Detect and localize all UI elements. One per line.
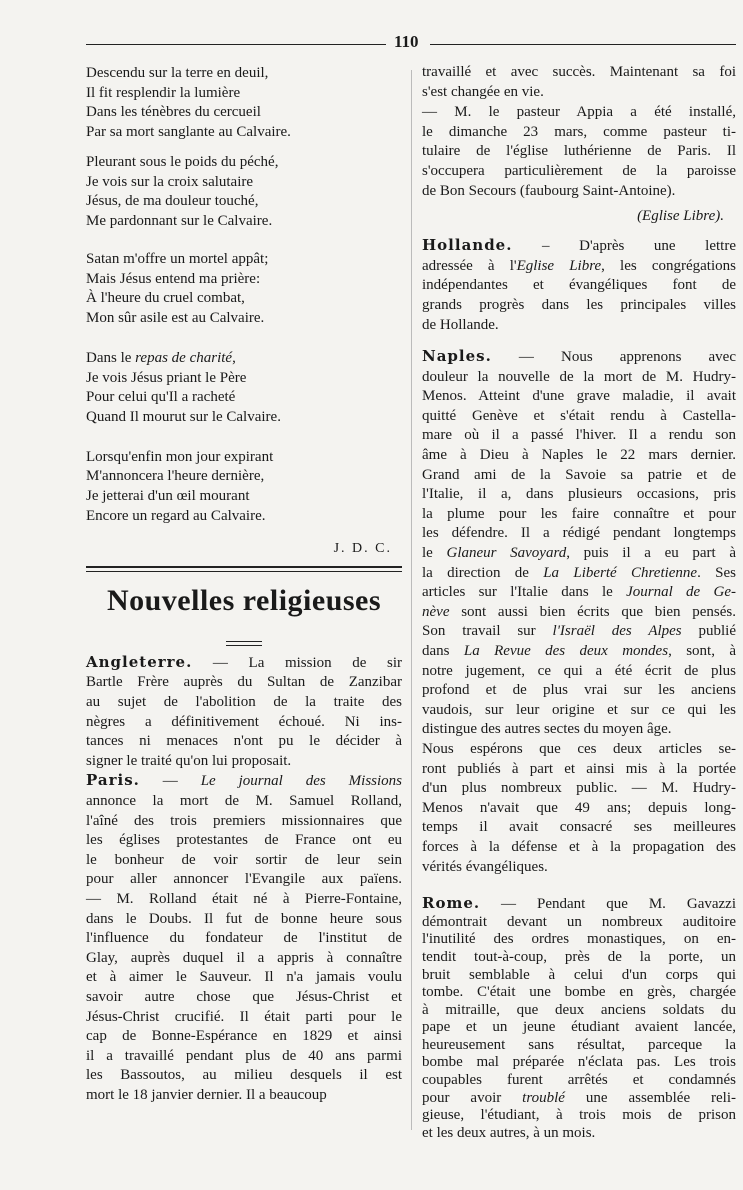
- text-run: , sont, à: [668, 643, 736, 660]
- text-run: le dimanche 23 mars, comme pasteur ti-: [422, 123, 736, 140]
- text-line: [422, 407, 736, 427]
- text-line: [86, 1066, 402, 1086]
- article-appia: [422, 103, 736, 201]
- text-line: [422, 583, 736, 603]
- text-run: les défendre. Il a rédigé pendant longtemps: [422, 525, 736, 542]
- text-run: et les deux autres, à un mois.: [422, 1124, 596, 1141]
- text-line: [422, 622, 736, 642]
- text-line: [422, 142, 736, 162]
- text-line: [422, 662, 736, 682]
- source-citation: (Eglise Libre).: [637, 208, 724, 225]
- text-line: [86, 173, 402, 193]
- section-rule-thin: [86, 571, 402, 572]
- text-run: Glay, auprès duquel il a appris à connaître: [86, 949, 402, 966]
- text-run: — Pendant que M. Gavazzi: [480, 896, 736, 913]
- text-line: [86, 192, 402, 212]
- text-line: [422, 818, 736, 838]
- text-run: Lorsqu'enfin mon jour expirant: [86, 448, 274, 465]
- text-run: s'occupera particulièrement de la paroisse: [422, 162, 736, 179]
- text-run: vérités évangéliques.: [422, 858, 548, 875]
- text-line: [422, 505, 736, 525]
- text-line: [86, 1008, 402, 1028]
- text-run: Mais Jésus entend ma prière:: [86, 270, 261, 287]
- text-run: sont aussi bien écrits que bien pensés.: [449, 603, 736, 620]
- text-run: pape et un jeune étudiant avaient lancée,: [422, 1019, 736, 1036]
- text-run: tulaire de l'église luthérienne de Paris. Il: [422, 143, 736, 160]
- article-rome: [422, 895, 736, 1142]
- text-line: [86, 653, 402, 674]
- text-line: [422, 1107, 736, 1125]
- text-run: signer le traité qu'on lui proposait.: [86, 752, 292, 769]
- text-run: — M. le pasteur Appia a été installé,: [422, 104, 736, 121]
- text-line: [86, 309, 402, 329]
- text-line: [86, 487, 402, 507]
- text-line: [422, 838, 736, 858]
- text-line: [86, 752, 402, 772]
- text-line: [86, 831, 402, 851]
- text-run: tances ni menaces n'ont pu le décider à: [86, 733, 402, 750]
- text-line: [422, 426, 736, 446]
- text-line: [86, 929, 402, 949]
- text-line: [422, 257, 736, 277]
- text-run: à mitraille, que deux anciens soldats du: [422, 1001, 736, 1018]
- text-line: [422, 368, 736, 388]
- text-run: Dans les ténèbres du cercueil: [86, 104, 261, 121]
- italic-run: Journal de Ge-: [626, 584, 736, 601]
- text-run: la direction de: [422, 564, 544, 581]
- text-run: au sujet de l'abolition de la traite des: [86, 694, 402, 711]
- text-run: la plume pour les faire connaître et pour: [422, 505, 736, 522]
- text-line: [86, 693, 402, 713]
- text-run: travaillé et avec succès. Maintenant sa foi: [422, 64, 736, 80]
- text-run: le: [422, 545, 447, 562]
- italic-run: Eglise Libre: [516, 257, 602, 274]
- text-run: démontrait devant un nombreux auditoire: [422, 913, 736, 930]
- text-run: une assemblée reli-: [564, 1089, 736, 1106]
- text-line: [422, 1002, 736, 1020]
- text-run: âme à Dieu à Naples le 22 mars dernier.: [422, 447, 736, 464]
- text-line: [422, 387, 736, 407]
- section-title: Nouvelles religieuses: [106, 584, 382, 618]
- text-run: . Ses: [697, 564, 737, 581]
- text-run: Encore un regard au Calvaire.: [86, 507, 266, 524]
- text-run: Il fit resplendir la lumière: [86, 84, 241, 101]
- text-line: [86, 732, 402, 752]
- text-run: de Bon Secours (faubourg Saint-Antoine).: [422, 182, 676, 199]
- text-run: —: [139, 773, 201, 790]
- text-run: l'inutilité des ordres monastiques, on en-: [422, 931, 736, 948]
- text-run: les Bassoutos, au milieu desquels il est: [86, 1067, 402, 1084]
- text-line: [422, 1125, 736, 1143]
- text-run: Grand ami de la Savoie sa patrie et de: [422, 466, 736, 483]
- text-line: [422, 720, 736, 740]
- poem-stanza: [86, 153, 402, 231]
- text-run: grands progrès dans les principales villes: [422, 296, 736, 313]
- text-run: profond et de plus vrai sur les anciens: [422, 682, 736, 699]
- text-run: quitté Genève et s'était rendu à Castella-: [422, 407, 736, 424]
- text-line: [86, 270, 402, 290]
- text-run: pour aller annoncer l'Evangile aux païens.: [86, 871, 402, 888]
- text-run: Dans le: [86, 349, 136, 366]
- italic-run: Le journal des Missions: [200, 773, 402, 790]
- text-run: — M. Rolland était né à Pierre-Fontaine,: [86, 890, 402, 907]
- article-heading: Paris.: [86, 771, 140, 790]
- text-run: dans: [422, 643, 464, 660]
- text-run: , puis il a eu part à: [566, 545, 737, 562]
- article-angleterre: [86, 653, 402, 772]
- text-run: coupables furent arrêtés et condamnés: [422, 1072, 736, 1089]
- text-run: les églises protestantes de France ont eu: [86, 832, 402, 849]
- text-line: [422, 236, 736, 257]
- text-run: Jésus-Christ crucifié. Il était parti pour le: [86, 1008, 402, 1025]
- text-line: [422, 701, 736, 721]
- text-line: [86, 84, 402, 104]
- text-run: Je vois Jésus priant le Père: [86, 369, 247, 386]
- text-line: [86, 153, 402, 173]
- text-line: [422, 984, 736, 1002]
- section-rule: [86, 566, 402, 568]
- text-line: [422, 799, 736, 819]
- text-run: Menos n'avait que 49 ans; depuis long-: [422, 799, 736, 816]
- italic-run: repas de charité: [135, 349, 233, 366]
- text-run: le bonheur de voir sortir de leur sein: [86, 851, 402, 868]
- text-line: [422, 681, 736, 701]
- text-line: [86, 851, 402, 871]
- text-run: temps il avait consacré ses meilleures: [422, 819, 736, 836]
- text-run: gieuse, l'étudiant, à trois mois de prison: [422, 1107, 736, 1124]
- text-line: [422, 1054, 736, 1072]
- text-run: À l'heure du cruel combat,: [86, 290, 245, 307]
- italic-run: l'Israël des Alpes: [552, 623, 682, 640]
- text-run: mare où il a passé l'hiver. Il a rendu son: [422, 427, 736, 444]
- article-paris: [86, 771, 402, 1105]
- text-run: articles sur l'Italie dans le: [422, 584, 627, 601]
- text-line: [86, 870, 402, 890]
- text-run: Descendu sur la terre en deuil,: [86, 65, 269, 81]
- text-run: tendit tout-à-coup, près de la porte, un: [422, 948, 736, 965]
- text-line: [422, 544, 736, 564]
- poem-stanza: [86, 448, 402, 526]
- poem-stanza: [86, 64, 402, 142]
- text-line: [422, 83, 736, 103]
- text-run: Quand Il mourut sur le Calvaire.: [86, 408, 281, 425]
- text-line: [422, 779, 736, 799]
- article-heading: Angleterre.: [86, 652, 193, 671]
- text-run: il a travaillé pendant plus de 40 ans parmi: [86, 1047, 402, 1064]
- text-run: publié: [681, 623, 736, 640]
- text-run: indépendantes et évangéliques font de: [422, 277, 736, 294]
- text-run: cap de Bonne-Espérance en 1829 et ainsi: [86, 1028, 402, 1045]
- text-line: [422, 103, 736, 123]
- text-run: bombe mal préparée n'éclata pas. Les trois: [422, 1054, 736, 1071]
- text-line: [422, 182, 736, 202]
- italic-run: La Revue des deux mondes: [463, 643, 669, 660]
- text-line: [86, 123, 402, 143]
- text-run: Mon sûr asile est au Calvaire.: [86, 309, 265, 326]
- text-run: mort le 18 janvier dernier. Il a beaucoup: [86, 1086, 327, 1103]
- text-line: [422, 347, 736, 368]
- text-line: [86, 968, 402, 988]
- text-line: [86, 771, 402, 792]
- text-run: tombe. C'était une bombe en grès, chargée: [422, 984, 736, 1001]
- text-run: douleur la nouvelle de la mort de M. Hudry-: [422, 368, 736, 385]
- article-hollande: [422, 236, 736, 335]
- text-run: de Hollande.: [422, 316, 499, 333]
- text-line: [86, 1027, 402, 1047]
- column-divider: [411, 70, 412, 1130]
- text-run: l'influence du fondateur de l'institut de: [86, 930, 402, 947]
- article-heading: Hollande.: [422, 236, 513, 255]
- text-line: [422, 524, 736, 544]
- right-column: [422, 63, 736, 1142]
- text-line: [422, 949, 736, 967]
- italic-run: nève: [422, 603, 450, 620]
- text-run: Menos. Atteint d'une grave maladie, il avait: [422, 388, 736, 405]
- text-run: Je jetterai d'un œil mourant: [86, 488, 250, 505]
- text-line: [422, 485, 736, 505]
- text-run: dans le Doubs. Il fut de bonne heure sous: [86, 910, 402, 927]
- text-line: [86, 949, 402, 969]
- text-line: [422, 1019, 736, 1037]
- text-run: d'un plus nombreux public. — M. Hudry-: [422, 780, 736, 797]
- text-run: adressée à l': [422, 257, 517, 274]
- text-run: Son travail sur: [422, 623, 553, 640]
- page-number: 110: [394, 32, 419, 51]
- italic-run: La Liberté Chretienne: [543, 564, 698, 581]
- text-line: [422, 1072, 736, 1090]
- text-line: [86, 289, 402, 309]
- text-line: [86, 408, 402, 428]
- text-run: ,: [232, 349, 236, 366]
- text-line: [422, 1037, 736, 1055]
- text-line: [422, 740, 736, 760]
- text-run: M'annoncera l'heure dernière,: [86, 468, 265, 485]
- text-line: [422, 931, 736, 949]
- text-line: [86, 713, 402, 733]
- text-run: s'est changée en vie.: [422, 83, 544, 100]
- text-run: l'Italie, il a, dans plusieurs occasions, pris: [422, 486, 736, 503]
- text-run: pour avoir: [422, 1089, 523, 1106]
- text-run: Pleurant sous le poids du péché,: [86, 153, 279, 170]
- text-run: savoir autre chose que Jésus-Christ et: [86, 988, 402, 1005]
- text-run: Je vois sur la croix salutaire: [86, 173, 254, 190]
- ornament-line: [226, 645, 262, 646]
- text-line: [422, 760, 736, 780]
- text-run: forces à la défense et à la propagation des: [422, 838, 736, 855]
- text-run: Par sa mort sanglante au Calvaire.: [86, 123, 291, 140]
- article-heading: Rome.: [422, 894, 481, 913]
- text-run: – D'après une lettre: [512, 238, 736, 255]
- text-line: [422, 967, 736, 985]
- text-line: [86, 910, 402, 930]
- text-line: [422, 63, 736, 83]
- text-run: , les congrégations: [601, 257, 736, 274]
- text-line: [86, 890, 402, 910]
- article-naples: [422, 347, 736, 740]
- text-run: — Nous apprenons avec: [491, 349, 736, 366]
- text-line: [422, 276, 736, 296]
- text-line: [86, 349, 402, 369]
- text-line: [86, 507, 402, 527]
- header-rule-left: [86, 44, 386, 45]
- left-column: [86, 64, 402, 1106]
- text-run: annonce la mort de M. Samuel Rolland,: [86, 793, 402, 809]
- text-line: [86, 103, 402, 123]
- text-run: Jésus, de ma douleur touché,: [86, 193, 259, 210]
- text-line: [86, 792, 402, 812]
- text-run: Nous espérons que ces deux articles se-: [422, 740, 736, 757]
- text-run: heureusement sans résultat, parceque la: [422, 1036, 736, 1053]
- title-ornament: [86, 641, 402, 646]
- text-run: l'aîné des trois premiers missionnaires que: [86, 812, 402, 829]
- text-line: [422, 162, 736, 182]
- poem-stanza: [86, 250, 402, 328]
- text-run: Bartle Frère auprès du Sultan de Zanzibar: [86, 674, 402, 691]
- text-line: [422, 123, 736, 143]
- header-rule-right: [430, 44, 736, 45]
- text-line: [86, 673, 402, 693]
- text-line: [86, 250, 402, 270]
- italic-run: troublé: [522, 1089, 565, 1106]
- text-line: [86, 388, 402, 408]
- text-line: [86, 1086, 402, 1106]
- text-line: [422, 1090, 736, 1108]
- poem-stanza: [86, 349, 402, 427]
- text-line: [86, 448, 402, 468]
- text-line: [422, 642, 736, 662]
- text-run: notre jugement, ce qui a été écrit de plus: [422, 662, 736, 679]
- text-line: [422, 564, 736, 584]
- text-run: Me pardonnant sur le Calvaire.: [86, 212, 273, 229]
- text-line: [86, 64, 402, 84]
- text-run: distingue des autres sectes du moyen âge.: [422, 721, 672, 738]
- text-line: [422, 603, 736, 623]
- text-run: bruit semblable à celui d'un corps qui: [422, 966, 736, 983]
- poem-signature: J. D. C.: [333, 540, 392, 556]
- article-naples-continued: [422, 740, 736, 877]
- text-line: [422, 446, 736, 466]
- text-line: [86, 212, 402, 232]
- text-line: [86, 369, 402, 389]
- article-heading: Naples.: [422, 347, 492, 366]
- text-line: [422, 466, 736, 486]
- article-paris-continued: [422, 63, 736, 102]
- text-run: ront publiés à part et ainsi mis à la portée: [422, 760, 736, 777]
- text-run: Satan m'offre un mortel appât;: [86, 250, 269, 267]
- text-run: et à aimer le Sauveur. Il n'a jamais voulu: [86, 969, 402, 986]
- text-run: — La mission de sir: [192, 654, 402, 671]
- text-line: [86, 812, 402, 832]
- text-run: Pour celui qu'Il a racheté: [86, 389, 236, 406]
- text-line: [86, 988, 402, 1008]
- text-line: [422, 858, 736, 878]
- text-line: [422, 296, 736, 316]
- text-line: [86, 467, 402, 487]
- text-line: [86, 1047, 402, 1067]
- italic-run: Glaneur Savoyard: [446, 545, 567, 562]
- text-run: vaudois, sur leur origine et sur ce qui les: [422, 701, 736, 718]
- text-line: [422, 895, 736, 914]
- text-line: [422, 316, 736, 336]
- ornament-line: [226, 641, 262, 642]
- text-run: nègres a définitivement échoué. Ni ins-: [86, 713, 402, 730]
- text-line: [422, 914, 736, 932]
